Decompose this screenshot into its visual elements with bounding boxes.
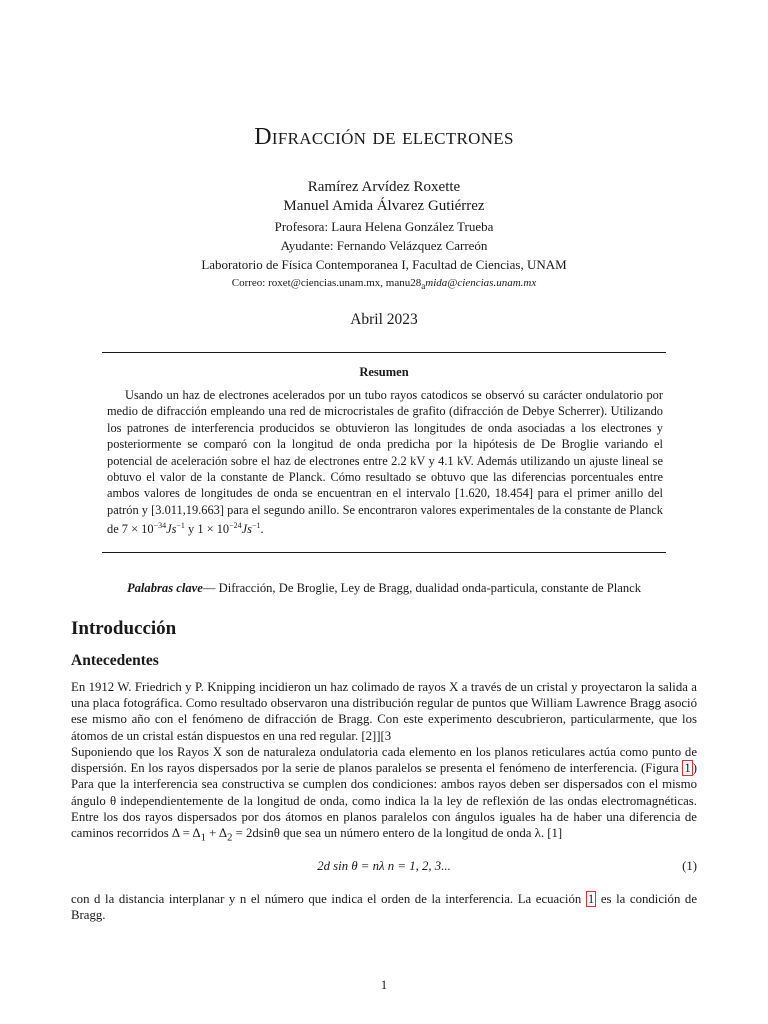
paragraph-text: + Δ — [205, 826, 228, 841]
abstract-body — [107, 387, 663, 538]
keywords-text: Difracción, De Broglie, Ley de Bragg, dualidad onda-particula, constante de Planck — [218, 581, 642, 595]
abstract-title: Resumen — [359, 365, 409, 379]
email-subscript: a — [421, 281, 426, 292]
paragraph-text: con d la distancia interplanar y n el número que indica el orden de la interferencia. La ecuación — [71, 892, 586, 906]
paragraph — [71, 891, 697, 923]
paragraph-text: = 2dsinθ que sea un número entero de la longitud de onda λ. [1] — [232, 826, 563, 841]
author-meta — [0, 217, 768, 296]
affiliation-line: Laboratorio de Física Contemporanea I, Facultad de Ciencias, UNAM — [201, 257, 567, 272]
email-text: Correo: roxet@ciencias.unam.mx, manu28 — [231, 277, 422, 289]
figure-reference-link[interactable]: 1 — [684, 761, 691, 776]
abstract-text: y 1 × 10 — [184, 522, 230, 537]
subscript: 1 — [200, 832, 206, 844]
abstract-unit: Js — [241, 522, 252, 537]
subscript: 2 — [227, 832, 233, 844]
abstract-bottom-rule — [102, 552, 666, 553]
author-list — [0, 178, 768, 216]
abstract-exponent: −24 — [229, 521, 242, 531]
email-line — [0, 274, 768, 296]
paragraph-text: es la condición de Bragg. — [71, 892, 698, 923]
abstract-exponent: −34 — [153, 521, 167, 531]
email-italic: mida@ciencias.unam.mx — [425, 277, 537, 289]
abstract-text: . — [260, 522, 264, 537]
paper-title: Difracción de electrones — [254, 124, 514, 150]
paragraph-text: Suponiendo que los Rayos X son de naturaleza ondulatoria cada elemento en los planos reticulares actúa como punto de dispersión. En los rayos dispersados por la serie de planos paralelos se presenta el fenómeno de interferencia. (Figura — [71, 745, 697, 776]
professor-line: Profesora: Laura Helena González Trueba — [274, 219, 494, 234]
subsection-title: Antecedentes — [71, 652, 159, 669]
abstract-unit: Js — [166, 522, 177, 537]
page-number: 1 — [380, 978, 388, 992]
abstract-text: Usando un haz de electrones acelerados por un tubo rayos catodicos se observó su carácter ondulatorio por medio de difracción empleando una red de microcristales de grafito (difracción de Debye Scherrer). Utilizando los patrones de interferencia producidos se obtuvieron las longitudes de onda asociadas a los electrones y posteriormente se comparó con la longitud de onda predicha por la hipótesis de De Broglie variando el potencial de aceleración sobre el haz de electrones entre 2.2 kV y 4.1 kV. Además utilizando un ajuste lineal se obtuvo el valor de la constante de Planck. Cómo resultado se obtuvo que las diferencias porcentuales entre ambos valores de longitudes de onda se encuentran en el intervalo [1.620, 18.454] para el primer anillo del patrón y [3.011,19.663] para el segundo anillo. Se encontraron valores experimentales de la constante de Planck de 7 × 10 — [107, 388, 663, 537]
equation-reference-link[interactable]: 1 — [587, 892, 595, 906]
paragraph: En 1912 W. Friedrich y P. Knipping incidieron un haz colimado de rayos X a través de un cristal y proyectaron la salida a una placa fotográfica. Como resultado observaron una distribución regular de puntos que William Lawrence Bragg asoció ese mismo año con el fenómeno de difracción de Bragg. Con este experimento descubrieron, particularmente, que los átomos de un cristal están dispuestos en una red regular. [2]][3 — [71, 680, 697, 743]
abstract-exponent: −1 — [251, 521, 261, 531]
author-name: Ramírez Arvídez Roxette — [307, 179, 461, 195]
keywords-label: Palabras clave — [126, 581, 203, 595]
keywords-line — [0, 581, 768, 596]
abstract-top-rule — [102, 352, 666, 353]
equation-number: (1) — [682, 859, 697, 873]
publication-date: Abril 2023 — [350, 311, 418, 328]
abstract-exponent: −1 — [176, 521, 185, 531]
paragraph-text: ) Para que la interferencia sea constructiva se cumplen dos condiciones: ambos rayos deben ser dispersados con el mismo ángulo θ independientemente de la longitud de onda, como indica la la ley de reflexión de las ondas electromagnéticas. Entre los dos rayos dispersados por dos átomos en planos paralelos con ángulos iguales ha de haber una diferencia de caminos recorridos Δ = Δ — [71, 761, 697, 841]
assistant-line: Ayudante: Fernando Velázquez Carreón — [280, 238, 488, 253]
section-title: Introducción — [71, 618, 177, 639]
bragg-equation: 2d sin θ = nλ n = 1, 2, 3... — [317, 859, 451, 873]
paragraph — [71, 744, 697, 847]
keywords-dash: — — [202, 581, 219, 595]
author-name: Manuel Amida Álvarez Gutiérrez — [283, 198, 485, 214]
